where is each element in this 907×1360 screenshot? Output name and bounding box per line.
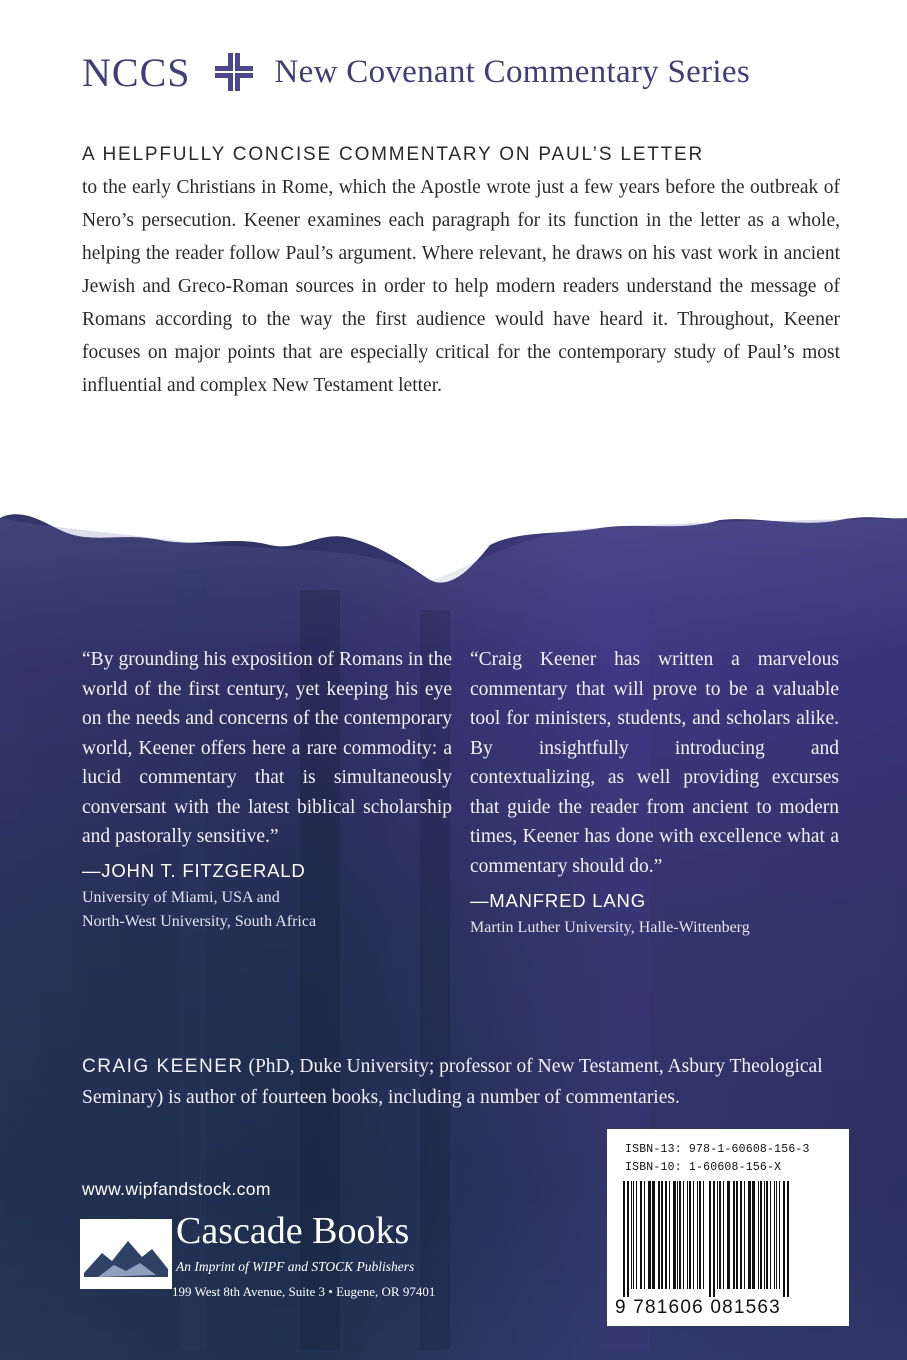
barcode-bar <box>661 1181 663 1289</box>
endorsement-quote: “Craig Keener has written a marvelous commentary that will prove to be a valuable tool for ministers, students, and scholars alike. By insightfully introducing and contextualizing, as well providing excurses that guide the reader from ancient to modern times, Keener has done with excellence what a commentary should do.” <box>470 649 839 877</box>
barcode-bar <box>717 1181 718 1289</box>
barcode-digits: 9 781606 081563 <box>615 1297 781 1318</box>
series-header <box>82 44 842 100</box>
barcode-bar <box>697 1181 698 1289</box>
barcode-bar <box>648 1181 651 1289</box>
book-description <box>82 138 840 402</box>
barcode-bar <box>766 1181 768 1289</box>
barcode-bar <box>633 1181 634 1289</box>
barcode-bar <box>703 1181 704 1289</box>
author-bio <box>82 1051 840 1113</box>
barcode-bar <box>673 1181 676 1289</box>
barcode-bar <box>644 1181 645 1289</box>
barcode-bar <box>764 1181 765 1289</box>
barcode-bar <box>740 1181 742 1289</box>
barcode-bar <box>744 1181 745 1289</box>
barcode-bar <box>652 1181 655 1289</box>
barcode-bar <box>665 1181 667 1289</box>
barcode-bar <box>733 1181 735 1289</box>
barcode-bar <box>658 1181 660 1289</box>
description-body: to the early Christians in Rome, which the Apostle wrote just a few years before the outbreak of Nero’s persecution. Keener examines each paragraph for its function in the letter as a whole, helping the reader follow Paul’s argument. Where relevant, he draws on his vast work in ancient Jewish and Greco-Roman sources in order to help modern readers understand the message of Romans according to the way the first audience would have heard it. Throughout, Keener focuses on major points that are especially critical for the contemporary study of Paul’s most influential and complex New Testament letter. <box>82 177 840 396</box>
barcode-bar <box>683 1181 684 1289</box>
barcode-bar <box>752 1181 755 1289</box>
barcode-bar <box>677 1181 678 1289</box>
barcode-bar <box>787 1181 789 1297</box>
barcode-bar <box>679 1181 681 1289</box>
endorser-affiliation: Martin Luther University, Halle-Wittenberg <box>470 919 750 936</box>
barcode-bar <box>774 1181 775 1289</box>
barcode-bar <box>713 1181 715 1297</box>
publisher-website[interactable]: www.wipfandstock.com <box>82 1179 271 1199</box>
barcode-bar <box>689 1181 691 1289</box>
series-abbreviation: NCCS <box>82 49 191 95</box>
barcode-bar <box>723 1181 724 1289</box>
barcode-bar <box>669 1181 670 1289</box>
barcode-bar <box>627 1181 629 1297</box>
barcode-bars <box>621 1181 836 1297</box>
barcode-bar <box>748 1181 751 1289</box>
endorser-name: —JOHN T. FITZGERALD <box>82 860 306 881</box>
barcode-bar <box>687 1181 688 1289</box>
barcode-bar <box>760 1181 762 1289</box>
endorser-name: —MANFRED LANG <box>470 890 646 911</box>
barcode-bar <box>736 1181 738 1289</box>
mountain-logo-icon <box>80 1219 172 1289</box>
series-name: New Covenant Commentary Series <box>274 53 750 90</box>
barcode-bar <box>640 1181 642 1289</box>
barcode-bar <box>709 1181 711 1297</box>
publisher-imprint: An Imprint of WIPF and STOCK Publishers <box>176 1259 415 1274</box>
barcode-bar <box>783 1181 785 1297</box>
barcode-bar <box>636 1181 637 1289</box>
endorser-affiliation: North-West University, South Africa <box>82 913 317 930</box>
barcode-bar <box>631 1181 632 1289</box>
barcode-bar <box>719 1181 721 1289</box>
publisher-name: Cascade Books <box>176 1210 410 1252</box>
isbn-barcode <box>607 1129 849 1326</box>
barcode-bar <box>776 1181 777 1289</box>
barcode-bar <box>779 1181 780 1289</box>
endorser-affiliation: University of Miami, USA and <box>82 889 280 906</box>
cross-icon <box>213 51 255 93</box>
isbn-10: ISBN-10: 1-60608-156-X <box>625 1161 782 1174</box>
author-bio-text: (PhD, Duke University; professor of New Testament, Asbury Theological Seminary) is author of fourteen books, including a number of commentaries. <box>82 1056 823 1108</box>
barcode-bar <box>693 1181 694 1289</box>
isbn-13: ISBN-13: 978-1-60608-156-3 <box>625 1143 810 1156</box>
description-lead: A HELPFULLY CONCISE COMMENTARY ON PAUL’S LETTER <box>82 144 705 165</box>
barcode-bar <box>623 1181 625 1297</box>
endorsement-quote: “By grounding his exposition of Romans in the world of the first century, yet keeping his eye on the needs and concerns of the contemporary world, Keener offers here a rare commodity: a lucid commentary that is simultaneously conversant with the latest biblical scholarship and pastorally sensitive.” <box>82 649 452 847</box>
publisher-address: 199 West 8th Avenue, Suite 3 • Eugene, OR 97401 <box>172 1284 436 1299</box>
author-name: CRAIG KEENER <box>82 1056 244 1077</box>
barcode-bar <box>758 1181 759 1289</box>
barcode-bar <box>699 1181 701 1289</box>
barcode-bar <box>770 1181 771 1289</box>
barcode-bar <box>727 1181 730 1289</box>
